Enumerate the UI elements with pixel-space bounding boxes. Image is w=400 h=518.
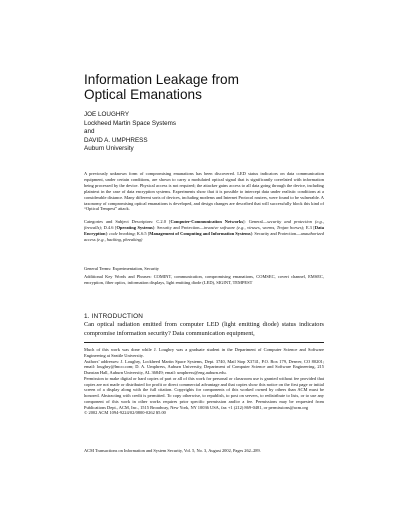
footnote-divider (84, 342, 324, 343)
keywords: Additional Key Words and Phrases: COMINT, communication, compromising emanations, COMSEC, covert channel, EMSEC, encryption, fiber optics, information displays, light emitting diode (LED), SIGINT, TEMPEST (84, 274, 324, 285)
abstract: A previously unknown form of compromising emanations has been discovered. LED status indicators on data communication equipment, under certain conditions, are shown to carry a modulated optical signal that is significantly correlated with information being processed by the device. Physical access is not required; the attacker gains access to all data going through the device, including plaintext in the case of data encryption systems. Experiments show that it is possible to intercept data under realistic conditions at a considerable distance. Many different sorts of devices, including modems and Internet Protocol routers, were found to be vulnerable. A taxonomy of compromising optical emanations is developed, and design changes are described that will successfully block this kind of “Optical Tempest” attack. (84, 171, 324, 212)
descriptor-text: ]: Security and Protection— (152, 224, 204, 230)
descriptor-category: Operating Systems (116, 224, 153, 230)
author-affiliation: Lockheed Martin Space Systems (84, 119, 177, 127)
author-affiliation: Auburn University (84, 145, 134, 153)
title-line-1: Information Leakage from (84, 72, 239, 87)
descriptor-text: ]: (105, 230, 110, 236)
descriptor-category: Data Encryption (84, 224, 324, 236)
descriptor-text: ; D.4.6 [ (100, 224, 117, 230)
general-terms: General Terms: Experimentation, Security (84, 266, 160, 271)
subject-descriptors (84, 219, 324, 243)
descriptor-category: Computer-Communication Networks (170, 219, 244, 224)
descriptor-category: Management of Computing and Information Systems (149, 230, 251, 236)
descriptor-subject: invasive software (e.g., viruses, worms, Trojan horses) (203, 224, 304, 230)
intro-paragraph: Can optical radiation emitted from computer LED (light emitting diode) status indicators compromise information security? Data communication equipment, (84, 321, 324, 337)
author-separator: and (84, 128, 95, 136)
descriptor-text: ]: General— (243, 219, 268, 224)
section-heading: 1. INTRODUCTION (84, 313, 144, 320)
descriptor-subject: code breaking (109, 230, 135, 236)
descriptor-subject: security and protection (e.g., firewalls) (84, 219, 324, 230)
title-line-2: Optical Emanations (84, 87, 202, 102)
descriptor-text: Categories and Subject Descriptors: C.2.0 [ (84, 219, 171, 224)
descriptor-text: ]: Security and Protection— (250, 230, 301, 236)
running-footer: ACM Transactions on Information and System Security, Vol. 5, No. 3, August 2002, Pages 262–289. (84, 448, 261, 453)
author-block (84, 111, 344, 154)
author-name: DAVID A. UMPHRESS (84, 136, 148, 144)
descriptor-text: ; E.3 [ (303, 224, 315, 230)
paper-title (84, 72, 344, 102)
descriptor-subject: unauthorized access (e.g., hacking, phreaking) (84, 230, 324, 242)
footnote: Much of this work was done while J. Loughry was a graduate student in the Department of Computer Science and Software Engineering at Seattle University. Authors’ addresses: J. Loughry, Lockheed Martin Space Systems, Dept. 3740, Mail Stop X3741, P.O. Box 179, Denver, CO 80201; email: loughry@lmco.com; D. A. Umphress, Auburn University, Department of Computer Science and Software Engineering, 215 Dunstan Hall, Auburn University, AL 36849; email: umphress@eng.auburn.edu. Permission to make digital or hard copies of part or all of this work for personal or classroom use is granted without fee provided that copies are not made or distributed for profit or direct commercial advantage and that copies show this notice on the first page or initial screen of a display along with the full citation. Copyrights for components of this worked owned by others than ACM must be honored. Abstracting with credit is permitted. To copy otherwise, to republish, to post on servers, to redistribute to lists, or to use any component of this work in other works requires prior specific permission and/or a fee. Permissions may be requested from Publications Dept., ACM, Inc., 1515 Broadway, New York, NY 10036 USA, fax +1 (212) 869-0481, or permissions@acm.org © 2002 ACM 1094-9224/02/0800-0262 $5.00 (84, 347, 324, 416)
descriptor-text: ; K.6.5 [ (134, 230, 150, 236)
author-name: JOE LOUGHRY (84, 111, 130, 118)
